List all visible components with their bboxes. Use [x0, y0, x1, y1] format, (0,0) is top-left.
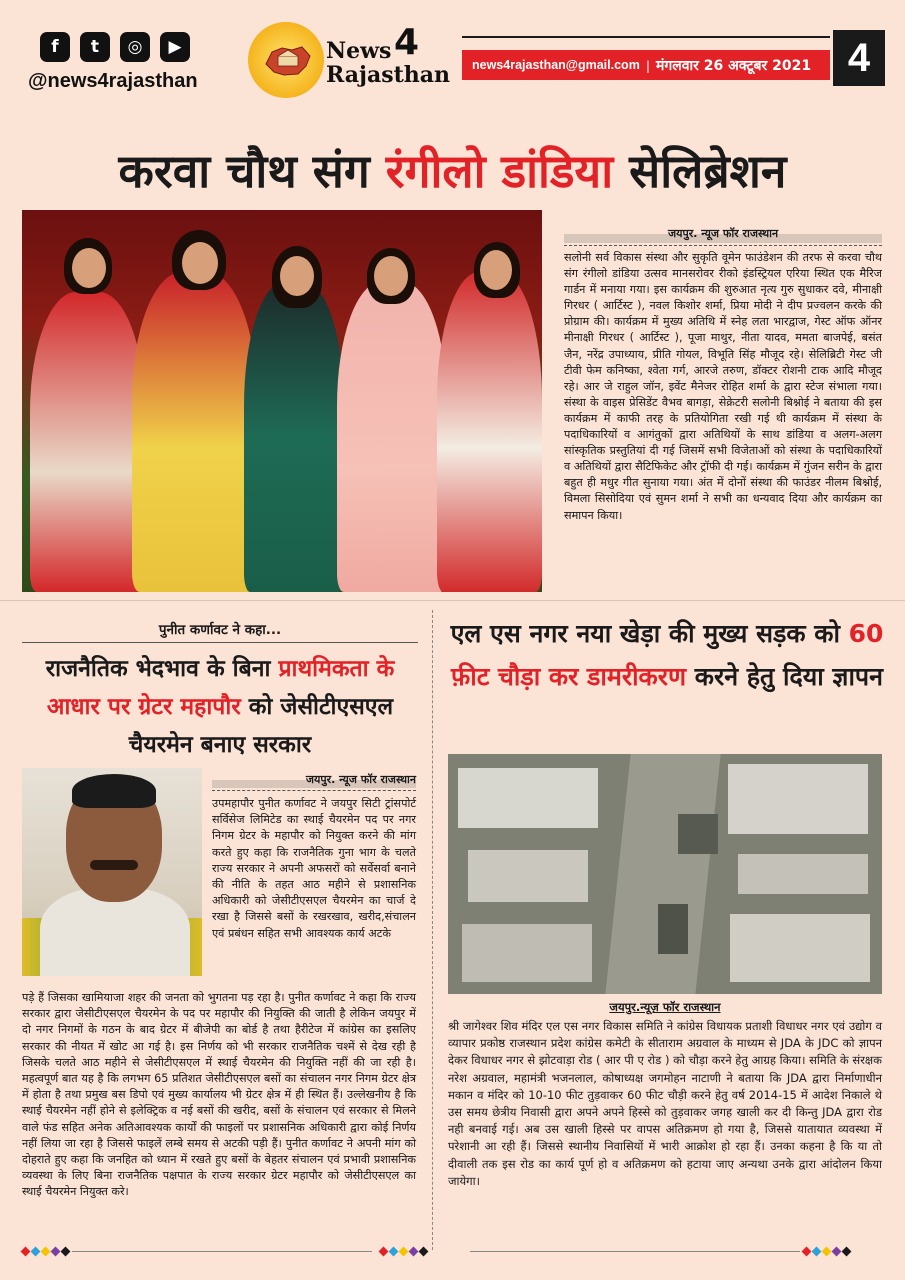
story3-headline[interactable]: [448, 612, 886, 698]
section-divider: [0, 600, 905, 601]
header-info-bar: [462, 50, 830, 80]
footer-line: [72, 1251, 372, 1252]
footer-dot: [21, 1247, 31, 1257]
footer-dot: [41, 1247, 51, 1257]
youtube-icon[interactable]: ▶: [160, 32, 190, 62]
story3-headline-part-b: 60 फ़ीट चौड़ा कर डामरीकरण: [450, 619, 884, 691]
story2-byline: जयपुर. न्यूज फॉर राजस्थान: [212, 772, 416, 791]
story3-byline: जयपुर.न्यूज़ फॉर राजस्थान: [609, 1000, 721, 1014]
footer-dot: [822, 1247, 832, 1257]
story3-body: श्री जागेश्वर शिव मंदिर एल एस नगर विकास समिति ने कांग्रेस विधायक प्रताशी विधाधर नगर एवं उद्योग व व्यापार प्रकोष्ठ राजस्थान प्रदेश कांग्रेस कमेटी के सीताराम अग्रवाल के माध्यम से JDA के JDC को ज्ञापन देकर विधाधर नगर से झोटवाड़ा रोड ( आर पी ए रोड ) को चौड़ा करने हेतु आग्रह किया। समिति के संरक्षक नरेश अग्रवाल, महामंत्री भजनलाल, कोषाध्यक्ष जगमोहन नाटाणी ने बताया कि JDA द्वारा निर्माणाधीन मकान व मंदिर को 10-10 फीट तुड़वाकर 60 फीट चौड़ी करने हेतु वर्ष 2014-15 में आदेश निकाले थे उस समय छेत्रीय निवासी द्वारा अपने अपने हिस्से को तुड़वाकर जगह खाली कर दी किन्तु JDA द्वारा रोड नही बनवाई गई। अब उस खाली हिस्से पर वापस अतिक्रमण हो गया है, जिससे यातायात व्यवस्था में परेशानी आ रही हैं। जिससे स्थानीय निवासियों में भारी आक्रोश हो रहा हैं। उनका कहना है कि या तो दीवाली तक इस रोड का कार्य पूर्ण हो व अतिक्रमण को हटाया जाए अन्यथा उनके द्वारा आंदोलन किया जायेगा।: [448, 1019, 882, 1188]
footer-dot: [379, 1247, 389, 1257]
footer-line: [470, 1251, 800, 1252]
footer-dot: [419, 1247, 429, 1257]
footer-dot: [51, 1247, 61, 1257]
footer-dots-left: [22, 1248, 372, 1255]
footer-dot: [399, 1247, 409, 1257]
logo-text-news: News: [326, 38, 392, 64]
footer-dot: [812, 1247, 822, 1257]
footer-dot: [842, 1247, 852, 1257]
footer-dots-right: [470, 1248, 850, 1255]
footer-dots-center: [380, 1248, 427, 1255]
twitter-icon[interactable]: t: [80, 32, 110, 62]
logo-text-rajasthan: Rajasthan: [326, 62, 451, 88]
story3-aerial-photo[interactable]: [448, 754, 882, 994]
story2-headline-part-b: प्राथमिकता के आधार पर ग्रेटर महापौर: [46, 656, 395, 720]
story1-headline-part-c: सेलिब्रेशन: [613, 144, 787, 198]
story1-headline[interactable]: [20, 140, 885, 202]
header-rule: [462, 36, 830, 38]
story3-headline-part-c: करने हेतु दिया ज्ञापन: [686, 662, 884, 691]
story2-headline[interactable]: [22, 650, 418, 764]
header-separator: |: [645, 57, 651, 73]
contact-email[interactable]: news4rajasthan@gmail.com: [472, 58, 640, 72]
story2-body-bottom: पड़े हैं जिसका खामियाजा शहर की जनता को भुगतना पड़ रहा है। पुनीत कर्णावट ने कहा कि राज्य सरकार द्वारा जेसीटीएसएल चैयरमेन के पद पर महापौर की नियुक्ति की जाती है लेकिन जयपुर में दो नगर निगमों के गठन के बाद ग्रेटर में बीजेपी का बोर्ड है तथा हैरीटेज में कांग्रेस का इसलिए सरकार की नीयत में खोट आ गई है। इस निर्णय को भी सरकार राजनैतिक चश्में से देख रही है जिसके चलते आठ महीने से जेसीटीएसएल में स्थाई चैयरमेन की नियुक्ति नहीं की जा रही है। महत्वपूर्ण बात यह है कि लगभग 65 प्रतिशत जेसीटीएसएल बसों का संचालन नगर निगम ग्रेटर क्षेत्र में होता है तथा प्रमुख बस डिपो एवं मुख्य कार्यालय भी ग्रेटर क्षेत्र में ही स्थित हैं। उल्लेखनीय है कि स्थाई चैयरमेन नहीं होने से इलेक्ट्रिक व नई बसों की खरीद, बसों के संचालन एवं सरकार से मिलने वाले फंड सहित अनेक अतिआवश्यक कार्यों की फाइलों पर प्रशासनिक अधिकारी द्वारा कोई निर्णय नहीं लिया जा रहा है जिससे फाइलें लम्बे समय से अटकी पड़ी हैं। पुनीत कर्णावट ने अपनी मांग को दोहराते हुए कहा कि जनहित को ध्यान में रखते हुए बसों के बेहतर संचालन एवं प्रभावी प्रशासनिक व्यवस्था के लिए बिना राजनैतिक पक्षपात के राज्य सरकार ग्रेटर महापौर को जेसीटीएसएल का स्थाई चैयरमेन नियुक्त करे।: [22, 991, 416, 1199]
story2-headline-part-a: राजनैतिक भेदभाव के बिना: [45, 656, 279, 682]
story1-photo[interactable]: [22, 210, 542, 592]
story2-kicker: पुनीत कर्णावट ने कहा...: [22, 620, 418, 643]
instagram-icon[interactable]: ◎: [120, 32, 150, 62]
issue-date: मंगलवार 26 अक्टूबर 2021: [656, 57, 812, 74]
footer-dot: [832, 1247, 842, 1257]
story1-body: सलोनी सर्व विकास संस्था और सुकृति वूमेन फाउंडेशन की तरफ से करवा चौथ संग रंगीलो डांडिया उत्सव मानसरोवर रीको इंडस्ट्रियल एरिया स्थित एक मैरिज गार्डन में मनाया गया। इस कार्यक्रम की शुरुआत नृत्य गुरु सुधाकर दवे, मीनाक्षी गिरधर ( आर्टिस्ट ), नवल किशोर शर्मा, प्रिया मोदी ने दीप प्रज्वलन करके की प्रोग्राम की। कार्यक्रम में मुख्य अतिथि में स्नेह लता भारद्वाज, गेस्ट ऑफ ऑनर मीनाक्षी गिरधर ( आर्टिस्ट ), पूजा माथुर, नीता यादव, ममता बाजपेई, बसंत जैन, नरेंद्र उपाध्याय, प्रीति गोयल, विभूति सिंह मौजूद रहे। सेलिब्रिटी गेस्ट जी टीवी फेम कनिष्का, श्वेता गर्ग, आरजे तरुण, डॉक्टर रोशनी टाक आदि मौजूद रहे। आर जे राहुल जॉन, इवेंट मैनेजर रोहित शर्मा के द्वारा स्टेज संभाला गया। संस्था के वाइस प्रेसिडेंट वैभव बागड़ा, सेक्रेटरी सलोनी बिश्नोई ने बताया की इस कार्यक्रम में काफी तरह के प्रतियोगिता रखी गई थी कार्यक्रम में संस्था के पदाधिकारियों व आगंतुकों द्वारा अतिथियों के साथ डांडिया व अलग-अलग सांस्कृतिक प्रस्तुतियां दी गई जिसमें सभी विजेताओं को संस्था के पदाधिकारियों व अतिथियों द्वारा सैटिफिकेट और ट्रॉफी दी गई। कार्यक्रम में गुंजन सरीन के द्वारा बहुत ही मधुर गीत सुनाया गया। अंत में दोनों संस्था की फाउंडर नीलम बिश्नोई, विमला सिसोदिया एवं सुमन शर्मा ने सभी का धन्यवाद दिया और कार्यक्रम का समापन किया।: [564, 251, 882, 522]
footer-dot: [802, 1247, 812, 1257]
rajasthan-map-icon: [262, 44, 314, 78]
column-divider: [432, 610, 433, 1250]
social-icons: [40, 32, 190, 62]
story2-headline-part-c: को जेसीटीएसएल चैयरमेन बनाए सरकार: [128, 694, 394, 758]
social-handle[interactable]: @news4rajasthan: [28, 70, 198, 92]
story1-headline-part-a: करवा चौथ संग: [118, 144, 386, 198]
footer-dot: [389, 1247, 399, 1257]
story1-headline-part-b: रंगीलो डांडिया: [385, 144, 614, 198]
footer-dot: [31, 1247, 41, 1257]
footer-dot: [409, 1247, 419, 1257]
page-number: 4: [833, 30, 885, 86]
facebook-icon[interactable]: f: [40, 32, 70, 62]
story3-headline-part-a: एल एस नगर नया खेड़ा की मुख्य सड़क को: [450, 619, 849, 648]
story2-body-top: उपमहापौर पुनीत कर्णावट ने जयपुर सिटी ट्रांसपोर्ट सर्विसेज लिमिटेड का स्थाई चैयरमेन पद पर नगर निगम ग्रेटर के महापौर को नियुक्त करने की मांग करते हुए कहा कि राजनैतिक गुना भाग के चलते राज्य सरकार ने अपनी अफसरों को सर्वेसर्वा बनाने की नीति के तहत आठ महीने से प्रशासनिक अधिकारी को जेसीटीएसएल चैयरमेन का चार्ज दे रखा है जिससे बसों के रखरखाव, खरीद,संचालन एवं प्रबंधन सहित सभी आवश्यक कार्य अटके: [212, 797, 416, 940]
story2-photo[interactable]: [22, 768, 202, 976]
footer-dot: [61, 1247, 71, 1257]
logo-text-four: 4: [394, 22, 420, 63]
story1-byline: जयपुर. न्यूज फॉर राजस्थान: [564, 226, 882, 246]
